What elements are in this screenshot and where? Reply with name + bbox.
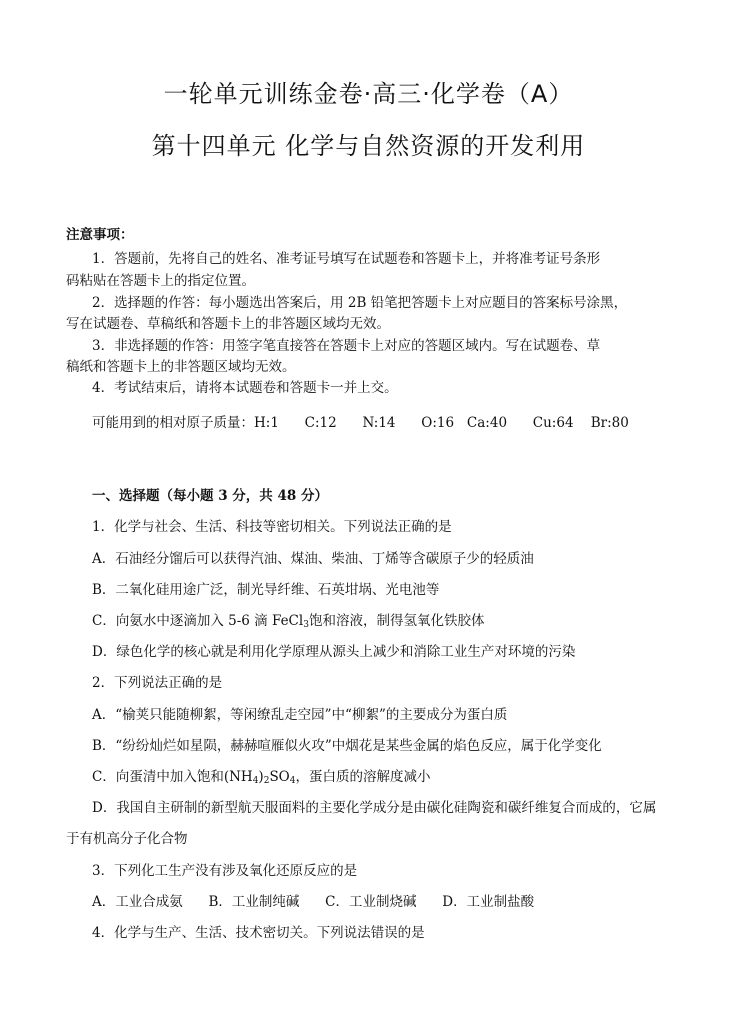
q1-option-c-text: C．向氨水中逐滴加入 5-6 滴 FeCl [92,613,304,629]
q2-option-c-paren: ) [258,769,264,785]
q2-option-c-text: C．向蛋清中加入饱和(NH [92,769,253,785]
notice-item-4: 4．考试结束后，请将本试题卷和答题卡一并上交。 [92,380,398,396]
notice-item-3-line-1: 3．非选择题的作答：用签字笔直接答在答题卡上对应的答题区域内。写在试题卷、草 [92,338,601,354]
q3-options: A．工业合成氨 B．工业制纯碱 C．工业制烧碱 D．工业制盐酸 [92,894,535,910]
q1-option-c-subscript: 3 [303,620,309,630]
page-title: 一轮单元训练金卷·高三·化学卷（A） [163,80,574,108]
notice-item-2-line-2: 写在试题卷、草稿纸和答题卡上的非答题区域均无效。 [66,316,390,332]
q2-option-d-line-1: D．我国自主研制的新型航天服面料的主要化学成分是由碳化硅陶瓷和碳纤维复合而成的，它属 [92,800,657,816]
q1-option-d: D．绿色化学的核心就是利用化学原理从源头上减少和消除工业生产对环境的污染 [92,644,576,660]
q2-option-c-text-end: ，蛋白质的溶解度减小 [295,769,431,785]
q2-option-a: A．“榆荚只能随柳絮，等闲缭乱走空园”中“柳絮”的主要成分为蛋白质 [92,707,508,723]
q4-stem: 4．化学与生产、生活、技术密切关。下列说法错误的是 [92,925,425,941]
notice-item-1-line-2: 码粘贴在答题卡上的指定位置。 [66,273,255,289]
q2-option-d-line-2: 于有机高分子化合物 [66,831,188,847]
q1-stem: 1．化学与社会、生活、科技等密切相关。下列说法正确的是 [92,519,452,535]
q1-option-a: A．石油经分馏后可以获得汽油、煤油、柴油、丁烯等含碳原子少的轻质油 [92,551,534,567]
q1-option-c [92,612,484,634]
notice-heading: 注意事项： [66,227,134,243]
q2-option-c-so: SO [269,769,290,785]
q1-option-b: B．二氧化硅用途广泛，制光导纤维、石英坩埚、光电池等 [92,582,440,598]
q2-stem: 2．下列说法正确的是 [92,675,223,691]
q2-option-c [92,768,431,790]
q2-option-b: B．“纷纷灿烂如星陨，赫赫喧雁似火攻”中烟花是某些金属的焰色反应，属于化学变化 [92,738,602,754]
q2-option-c-subscript-1: 4 [252,776,259,786]
q1-option-c-text-end: 饱和溶液，制得氢氧化铁胶体 [308,613,485,629]
section-heading: 一、选择题（每小题 3 分，共 48 分） [92,488,328,504]
atomic-mass-line: 可能用到的相对原子质量：H:1 C:12 N:14 O:16 Ca:40 Cu:64 Br:80 [92,415,629,431]
notice-item-2-line-1: 2．选择题的作答：每小题选出答案后，用 2B 铅笔把答题卡上对应题目的答案标号涂黑， [92,295,628,311]
page-subtitle: 第十四单元 化学与自然资源的开发利用 [151,132,586,160]
notice-item-1-line-1: 1．答题前，先将自己的姓名、准考证号填写在试题卷和答题卡上，并将准考证号条形 [92,251,601,267]
q3-stem: 3．下列化工生产没有涉及氧化还原反应的是 [92,863,358,879]
notice-item-3-line-2: 稿纸和答题卡上的非答题区域均无效。 [66,359,296,375]
q2-option-c-subscript-2: 2 [263,776,270,786]
q2-option-c-subscript-3: 4 [289,776,296,786]
